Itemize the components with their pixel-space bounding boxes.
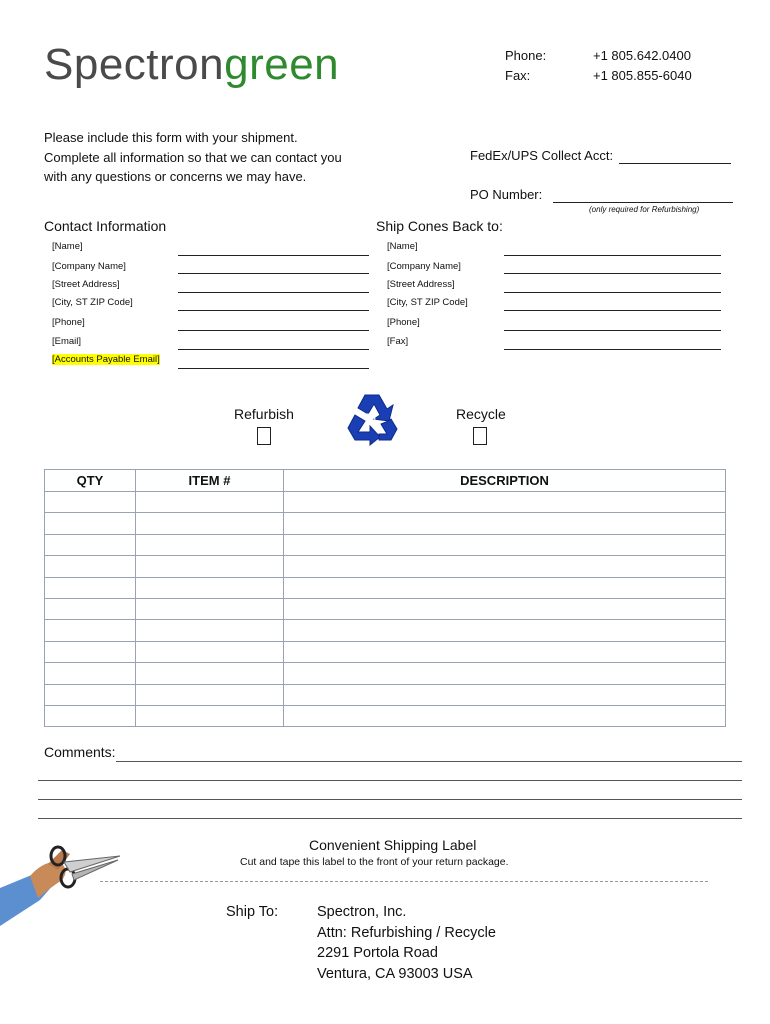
qty-cell[interactable]: [45, 598, 136, 619]
description-cell[interactable]: [284, 684, 726, 705]
description-cell[interactable]: [284, 663, 726, 684]
contact-city-label: [City, ST ZIP Code]: [52, 297, 133, 308]
ship-city-field[interactable]: [504, 309, 721, 311]
qty-cell[interactable]: [45, 705, 136, 726]
address-line: Spectron, Inc.: [317, 904, 407, 920]
table-row: [45, 577, 726, 598]
contact-company-field[interactable]: [178, 272, 369, 274]
refurbish-label: Refurbish: [234, 406, 294, 422]
fedex-ups-label: FedEx/UPS Collect Acct:: [470, 148, 614, 163]
ship-fax-label: [Fax]: [387, 336, 409, 347]
recycle-icon: [343, 389, 401, 447]
description-cell[interactable]: [284, 556, 726, 577]
table-row: [45, 684, 726, 705]
intro-line: Complete all information so that we can contact you: [44, 149, 342, 165]
description-cell[interactable]: [284, 620, 726, 641]
recycle-symbol-text: Pt: [365, 411, 377, 425]
qty-cell[interactable]: [45, 620, 136, 641]
description-header: DESCRIPTION: [284, 470, 726, 492]
table-row: [45, 705, 726, 726]
table-row: [45, 492, 726, 513]
item-number-cell[interactable]: [136, 641, 284, 662]
contact-ap-email-field[interactable]: [178, 367, 369, 369]
contact-company-label: [Company Name]: [52, 261, 126, 272]
scissors-icon: [0, 840, 125, 930]
shipping-label-instruction: Cut and tape this label to the front of your return package.: [240, 856, 509, 868]
table-row: [45, 513, 726, 534]
ship-phone-label: [Phone]: [387, 317, 420, 328]
qty-cell[interactable]: [45, 534, 136, 555]
po-number-field[interactable]: [553, 201, 733, 203]
ship-company-label: [Company Name]: [387, 261, 461, 272]
ship-company-field[interactable]: [504, 272, 721, 274]
table-row: [45, 556, 726, 577]
items-table-body: [45, 492, 726, 727]
ship-fax-field[interactable]: [504, 348, 721, 350]
item-number-cell[interactable]: [136, 577, 284, 598]
qty-cell[interactable]: [45, 641, 136, 662]
item-number-header: ITEM #: [136, 470, 284, 492]
recycle-checkbox[interactable]: [473, 427, 487, 445]
ship-to-address: [317, 902, 496, 984]
items-table-header: [45, 470, 726, 492]
table-row: [45, 620, 726, 641]
shipping-label-title: Convenient Shipping Label: [309, 837, 477, 853]
item-number-cell[interactable]: [136, 663, 284, 684]
description-cell[interactable]: [284, 577, 726, 598]
qty-cell[interactable]: [45, 684, 136, 705]
comments-line[interactable]: [38, 817, 742, 819]
contact-street-field[interactable]: [178, 291, 369, 293]
ship-name-field[interactable]: [504, 254, 721, 256]
table-row: [45, 663, 726, 684]
fax-value: +1 805.855-6040: [593, 68, 692, 83]
intro-line: with any questions or concerns we may have.: [44, 169, 307, 184]
refurbish-checkbox[interactable]: [257, 427, 271, 445]
comments-line[interactable]: [116, 760, 742, 762]
description-cell[interactable]: [284, 492, 726, 513]
ship-street-label: [Street Address]: [387, 279, 455, 290]
item-number-cell[interactable]: [136, 684, 284, 705]
contact-city-field[interactable]: [178, 309, 369, 311]
phone-value: +1 805.642.0400: [593, 48, 691, 63]
ship-street-field[interactable]: [504, 291, 721, 293]
table-row: [45, 598, 726, 619]
phone-label: Phone:: [505, 48, 547, 63]
ship-phone-field[interactable]: [504, 329, 721, 331]
contact-phone-field[interactable]: [178, 329, 369, 331]
ship-to-label: Ship To:: [226, 904, 279, 920]
qty-cell[interactable]: [45, 556, 136, 577]
cut-line: [100, 881, 708, 882]
qty-cell[interactable]: [45, 577, 136, 598]
item-number-cell[interactable]: [136, 492, 284, 513]
logo-text-dark: Spectron: [44, 40, 225, 89]
address-line: 2291 Portola Road: [317, 945, 438, 961]
item-number-cell[interactable]: [136, 705, 284, 726]
intro-line: Please include this form with your shipment.: [44, 130, 298, 145]
ship-city-label: [City, ST ZIP Code]: [387, 297, 468, 308]
description-cell[interactable]: [284, 513, 726, 534]
item-number-cell[interactable]: [136, 534, 284, 555]
item-number-cell[interactable]: [136, 620, 284, 641]
comments-line[interactable]: [38, 779, 742, 781]
logo-text-green: green: [224, 40, 340, 89]
ship-name-label: [Name]: [387, 241, 418, 252]
table-row: [45, 534, 726, 555]
contact-phone-label: [Phone]: [52, 317, 85, 328]
contact-name-label: [Name]: [52, 241, 83, 252]
description-cell[interactable]: [284, 641, 726, 662]
items-table: [44, 469, 726, 727]
address-line: Ventura, CA 93003 USA: [317, 965, 473, 982]
fax-label: Fax:: [505, 68, 531, 83]
item-number-cell[interactable]: [136, 513, 284, 534]
contact-ap-email-label: [Accounts Payable Email]: [52, 354, 160, 365]
recycle-label: Recycle: [456, 406, 506, 422]
description-cell[interactable]: [284, 598, 726, 619]
description-cell[interactable]: [284, 534, 726, 555]
qty-cell[interactable]: [45, 663, 136, 684]
contact-name-field[interactable]: [178, 254, 369, 256]
item-number-cell[interactable]: [136, 598, 284, 619]
company-logo: [44, 40, 339, 90]
po-number-label: PO Number:: [470, 187, 543, 202]
comments-label: Comments:: [44, 744, 116, 760]
fedex-ups-field[interactable]: [619, 162, 731, 164]
contact-info-heading: Contact Information: [44, 218, 167, 234]
ship-back-heading: Ship Cones Back to:: [376, 218, 503, 234]
qty-cell[interactable]: [45, 492, 136, 513]
contact-email-label: [Email]: [52, 336, 82, 347]
description-cell[interactable]: [284, 705, 726, 726]
intro-text: [44, 128, 384, 187]
qty-header: QTY: [45, 470, 136, 492]
po-number-note: (only required for Refurbishing): [589, 205, 700, 214]
address-line: Attn: Refurbishing / Recycle: [317, 924, 496, 941]
contact-street-label: [Street Address]: [52, 279, 120, 290]
comments-line[interactable]: [38, 798, 742, 800]
qty-cell[interactable]: [45, 513, 136, 534]
contact-email-field[interactable]: [178, 348, 369, 350]
table-row: [45, 641, 726, 662]
item-number-cell[interactable]: [136, 556, 284, 577]
